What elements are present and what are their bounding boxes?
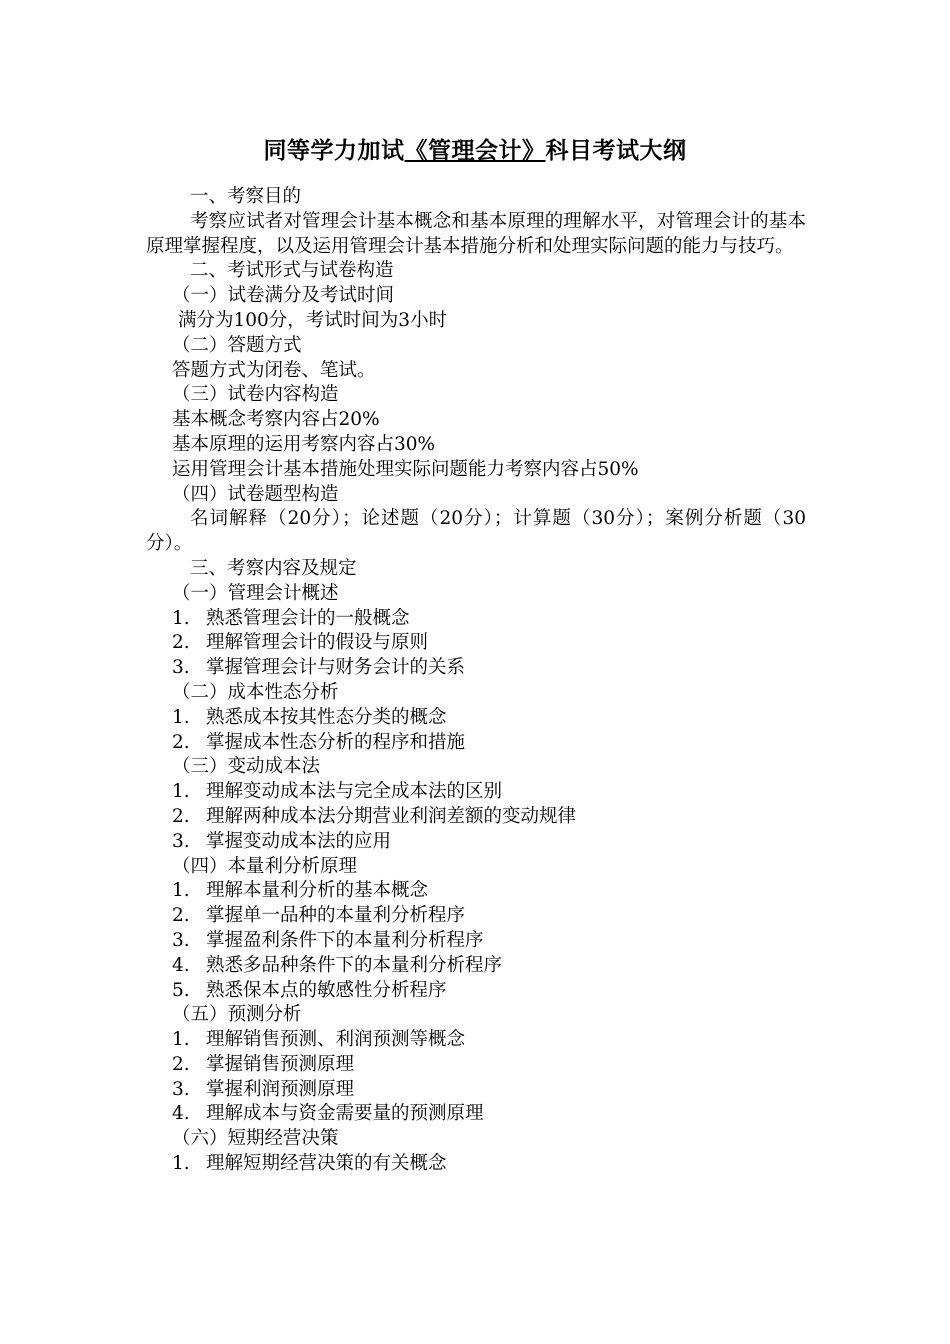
list-item-number: 1.: [172, 706, 190, 728]
list-item-number: 3.: [172, 830, 190, 852]
chapter-heading: （二）成本性态分析: [172, 681, 339, 703]
list-item-text: 掌握利润预测原理: [206, 1078, 355, 1100]
list-item: [146, 1078, 806, 1103]
subsection-text: 答题方式为闭卷、笔试。: [172, 359, 376, 381]
chapter-heading: （六）短期经营决策: [172, 1128, 339, 1150]
list-item: [146, 1028, 806, 1053]
list-item: [146, 731, 806, 756]
list-item-number: 2.: [172, 905, 190, 927]
list-item-number: 3.: [172, 929, 190, 951]
list-item-number: 3.: [172, 1078, 190, 1100]
list-item-text: 理解两种成本法分期营业利润差额的变动规律: [206, 805, 577, 827]
list-item-number: 2.: [172, 632, 190, 654]
list-item-text: 熟悉多品种条件下的本量利分析程序: [206, 954, 503, 976]
section-heading: 三、考察内容及规定: [190, 557, 357, 579]
subsection-text: 基本概念考察内容占20%: [172, 409, 380, 431]
list-item-number: 1.: [172, 607, 190, 629]
list-item-text: 掌握成本性态分析的程序和措施: [206, 731, 466, 753]
list-item-text: 熟悉成本按其性态分类的概念: [206, 706, 447, 728]
list-item-text: 理解成本与资金需要量的预测原理: [206, 1103, 484, 1125]
list-item: [146, 656, 806, 681]
subsection-text: 基本原理的运用考察内容占30%: [172, 433, 436, 455]
list-item-number: 2.: [172, 731, 190, 753]
list-item-number: 1.: [172, 880, 190, 902]
subsection-paragraph: 名词解释（20分）；论述题（20分）；计算题（30分）；案例分析题（30分）。: [146, 508, 806, 555]
list-item-text: 掌握销售预测原理: [206, 1053, 355, 1075]
title-prefix: 同等学力加试: [263, 137, 405, 164]
list-item: [146, 954, 806, 979]
subsection-heading: （一）试卷满分及考试时间: [172, 285, 395, 307]
list-item: [146, 979, 806, 1004]
list-item-text: 掌握盈利条件下的本量利分析程序: [206, 929, 484, 951]
list-item: [146, 1102, 806, 1127]
chapter-heading: （三）变动成本法: [172, 756, 321, 778]
subsection-heading: （三）试卷内容构造: [172, 384, 339, 406]
section-paragraph: 考察应试者对管理会计基本概念和基本原理的理解水平，对管理会计的基本原理掌握程度，以及运用管理会计基本措施分析和处理实际问题的能力与技巧。: [146, 210, 806, 257]
chapter-heading: （四）本量利分析原理: [172, 855, 358, 877]
list-item-text: 掌握变动成本法的应用: [206, 830, 392, 852]
subsection-text: 运用管理会计基本措施处理实际问题能力考察内容占50%: [172, 458, 639, 480]
list-item-number: 1.: [172, 1029, 190, 1051]
chapter-heading: （五）预测分析: [172, 1004, 302, 1026]
title-course-name: 《管理会计》: [404, 137, 546, 164]
list-item-text: 掌握单一品种的本量利分析程序: [206, 905, 466, 927]
list-item: [146, 780, 806, 805]
list-item-number: 1.: [172, 781, 190, 803]
list-item: [146, 706, 806, 731]
section-heading: 一、考察目的: [190, 186, 302, 207]
list-item: [146, 1152, 806, 1177]
list-item-text: 理解本量利分析的基本概念: [206, 880, 429, 902]
list-item-text: 熟悉保本点的敏感性分析程序: [206, 979, 447, 1001]
document-title: [0, 132, 950, 170]
list-item-text: 理解管理会计的假设与原则: [206, 632, 429, 654]
list-item-number: 4.: [172, 954, 190, 976]
title-suffix: 科目考试大纲: [545, 137, 687, 164]
chapter-heading: （一）管理会计概述: [172, 582, 339, 604]
list-item: [146, 830, 806, 855]
list-item: [146, 1053, 806, 1078]
list-item-number: 4.: [172, 1103, 190, 1125]
list-item-text: 掌握管理会计与财务会计的关系: [206, 657, 466, 679]
list-item-text: 理解短期经营决策的有关概念: [206, 1153, 447, 1175]
list-item: [146, 607, 806, 632]
subsection-heading: （四）试卷题型构造: [172, 483, 339, 505]
document-body: [146, 185, 806, 1177]
list-item-number: 3.: [172, 657, 190, 679]
list-item: [146, 879, 806, 904]
list-item-number: 2.: [172, 1053, 190, 1075]
list-item-text: 理解销售预测、利润预测等概念: [206, 1029, 466, 1051]
list-item: [146, 631, 806, 656]
list-item-text: 理解变动成本法与完全成本法的区别: [206, 781, 503, 803]
list-item-text: 熟悉管理会计的一般概念: [206, 607, 410, 629]
list-item: [146, 904, 806, 929]
list-item: [146, 929, 806, 954]
subsection-heading: （二）答题方式: [172, 334, 302, 356]
list-item: [146, 805, 806, 830]
list-item-number: 1.: [172, 1153, 190, 1175]
list-item-number: 5.: [172, 979, 190, 1001]
subsection-text: 满分为100分，考试时间为3小时: [178, 309, 448, 331]
list-item-number: 2.: [172, 805, 190, 827]
section-heading: 二、考试形式与试卷构造: [190, 260, 394, 282]
